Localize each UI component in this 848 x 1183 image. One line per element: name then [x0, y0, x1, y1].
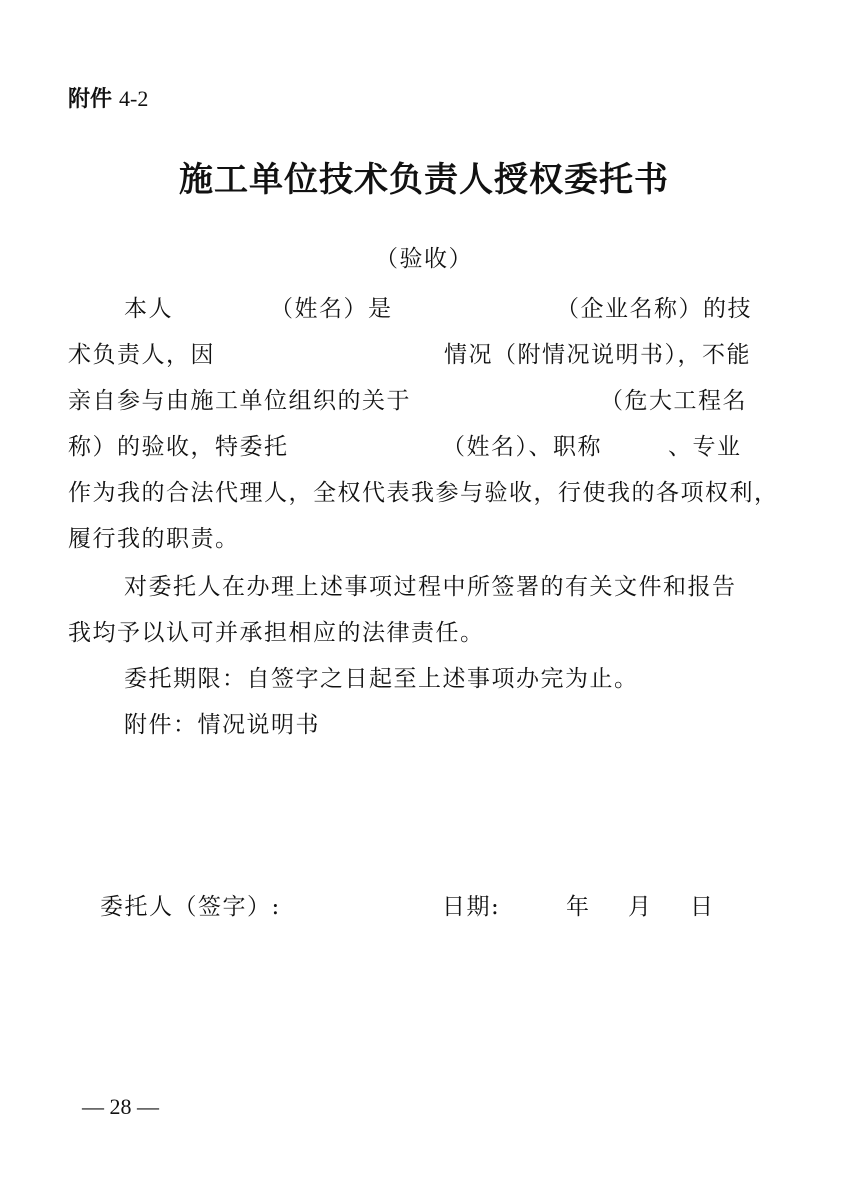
- para1-line4-a: 称）的验收，特委托: [68, 434, 289, 460]
- document-subtitle: （验收）: [375, 246, 473, 272]
- date-day: 日: [690, 894, 715, 920]
- page-number: — 28 —: [82, 1094, 159, 1119]
- date-label: 日期:: [442, 894, 501, 920]
- document-title: 施工单位技术负责人授权委托书: [179, 160, 669, 200]
- para1-line3-a: 亲自参与由施工单位组织的关于: [68, 388, 411, 414]
- signer-label: 委托人（签字）:: [100, 894, 281, 920]
- para2-line1: 对委托人在办理上述事项过程中所签署的有关文件和报告: [124, 574, 737, 600]
- para1-line3-b: （危大工程名: [600, 388, 747, 414]
- date-month: 月: [628, 894, 653, 920]
- date-year: 年: [566, 894, 591, 920]
- attachment-note: 附件：情况说明书: [124, 712, 320, 738]
- para2-line2: 我均予以认可并承担相应的法律责任。: [68, 620, 485, 646]
- term-text: 委托期限：自签字之日起至上述事项办完为止。: [124, 666, 639, 692]
- para1-line5: 作为我的合法代理人，全权代表我参与验收，行使我的各项权利，: [68, 480, 779, 506]
- para1-line4-c: 、专业: [668, 434, 742, 460]
- para1-line1-a: 本人: [124, 296, 173, 322]
- attachment-number: 4-2: [119, 86, 149, 111]
- para1-line6: 履行我的职责。: [68, 526, 240, 552]
- para1-line1-b: （姓名）是: [270, 296, 393, 322]
- para1-line2-a: 术负责人，因: [68, 342, 215, 368]
- para1-line2-b: 情况（附情况说明书），不能: [444, 342, 751, 368]
- attachment-label: 附件 4-2: [68, 86, 149, 112]
- para1-line4-b: （姓名）、职称: [442, 434, 602, 460]
- para1-line1-c: （企业名称）的技: [556, 296, 752, 322]
